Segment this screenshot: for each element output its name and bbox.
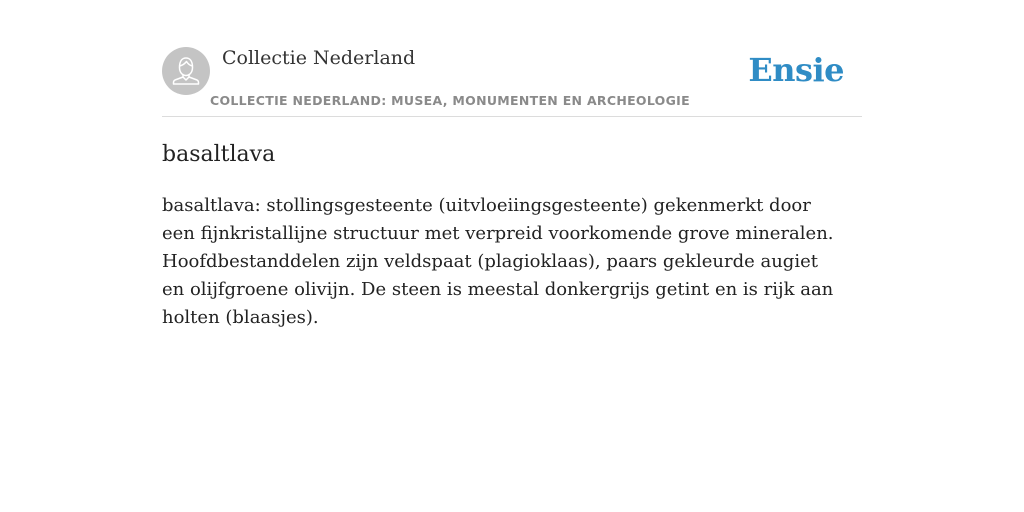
content-container [162, 0, 862, 328]
definition-text: basaltlava: stollingsgesteente (uitvloeiingsgesteente) gekenmerkt door een fijnkristallijne structuur met verpreid voorkomende grove mineralen. Hoofdbestanddelen zijn veldspaat (plagioklaas), paars gekleurde augiet en olijfgroene olivijn. De steen is meestal donkergrijs getint en is rijk aan holten (blaasjes). [162, 195, 834, 328]
header [162, 0, 862, 117]
user-avatar-icon [162, 47, 210, 95]
avatar[interactable] [162, 47, 210, 95]
page-title: basaltlava [162, 142, 276, 167]
ensie-logo[interactable]: Ensie [748, 51, 844, 89]
author-name[interactable]: Collectie Nederland [222, 47, 416, 69]
author-description: COLLECTIE NEDERLAND: MUSEA, MONUMENTEN EN ARCHEOLOGIE [210, 93, 690, 108]
